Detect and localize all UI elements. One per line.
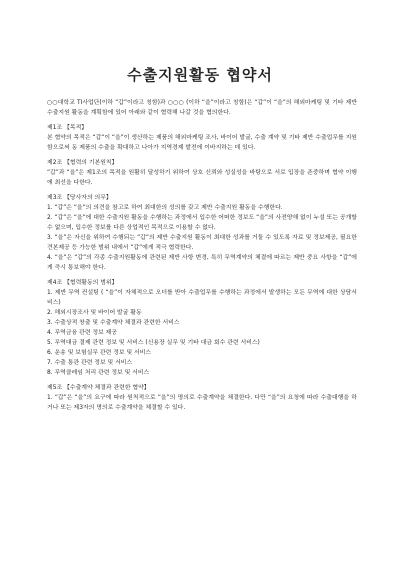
intro-paragraph: ○○대학교 TI사업단(이하 “갑”이라고 칭함)과 ○○○ (이하 “을”이라고 칭함)은 “갑”이 “을”의 해외마케팅 및 기타 제반 수출지원 활동을 계획함에 있어 아래와 같이 협력해 나갈 것을 협의한다. xyxy=(47,100,357,116)
article-body: “갑”과 “을”은 제1조의 목적을 원활히 달성하기 위하여 상호 신뢰와 성실성을 바탕으로 서로 입장을 존중하며 협약 이행에 최선을 다한다. xyxy=(47,170,357,186)
article-item: 4. “을”은 “갑”의 각종 수출지원활동에 관련된 제반 사항 변경, 특히 무역계약의 체결에 따르는 제반 중요 사항을 “갑”에게 즉시 통보해야 한다. xyxy=(47,255,357,271)
article-item: 1. “갑”은 “을”의 의견을 참고로 하여 최대한의 성의를 갖고 제반 수출지원 활동을 수행한다. xyxy=(47,205,283,211)
article-1 xyxy=(47,123,357,153)
article-heading: 제4조 【협력활동의 범위】 xyxy=(47,280,118,286)
article-heading: 제5조 【수출계약 체결과 관련한 협약】 xyxy=(47,385,150,391)
article-item: 6. 운송 및 보험실무 관련 정보 및 서비스 xyxy=(47,350,152,356)
article-heading: 제3조 【당사자의 의무】 xyxy=(47,195,112,201)
article-item: 3. “을”은 자신을 위하여 수행되는 “갑”의 제반 수출지원 활동이 최대한 성과를 거둘 수 있도록 자료 및 정보제공, 필요한 견본제공 등 가능한 범위 내에서 “갑”에게 적극 협력한다. xyxy=(47,235,357,251)
document-body xyxy=(47,98,357,413)
article-item: 8. 무역클레임 처리 관련 정보 및 서비스 xyxy=(47,370,150,376)
article-3 xyxy=(47,193,357,273)
article-body: 본 협약의 목적은 “갑”이 “을”이 생산하는 제품의 해외마케팅 조사, 바이어 발굴, 수출 계약 및 기타 제반 수출업무를 지원함으로써 동 제품의 수출을 확대하고 나아가 지역경제 발전에 이바지하는 데 있다. xyxy=(47,135,357,151)
article-item: 2. 해외시장조사 및 바이어 발굴 활동 xyxy=(47,310,142,316)
article-2 xyxy=(47,158,357,188)
article-item: 2. “갑”은 “을”에 대한 수출지원 활동을 수행하는 과정에서 입수한 어떠한 정보도 “을”의 사전양해 없이 누설 또는 공개할 수 없으며, 입수한 정보를 다른 상업적인 목적으로 이용할 수 없다. xyxy=(47,215,357,231)
article-heading: 제1조 【목적】 xyxy=(47,125,88,131)
article-item: 5. 무역대금 결제 관련 정보 및 서비스 (신용장 실무 및 기타 대금 회수 관련 서비스) xyxy=(47,340,260,346)
article-5 xyxy=(47,383,357,413)
article-item: 7. 수출 통관 관련 정보 및 서비스 xyxy=(47,360,133,366)
article-item: 4. 무역금융 관련 정보 제공 xyxy=(47,330,118,336)
article-item: 3. 수출상적 창출 및 수출계약 체결과 관련한 서비스 xyxy=(47,320,180,326)
article-heading: 제2조 【협력의 기본원칙】 xyxy=(47,160,118,166)
article-item: 1. “갑”은 “을”의 요구에 따라 원칙적으로 “을”의 명의로 수출계약을 체결한다. 다만 “을”의 요청에 따라 수출대행을 하거나 또는 제3자의 명의로 수출계약을 체결할 수 있다. xyxy=(47,395,357,411)
article-4 xyxy=(47,278,357,378)
article-item: 1. 제반 무역 컨설팅 ( “을”이 자체적으로 오더를 받아 수출업무를 수행하는 과정에서 발생하는 모든 무역에 대한 상담서비스) xyxy=(47,290,357,306)
document-title: 수출지원활동 협약서 xyxy=(127,66,273,84)
